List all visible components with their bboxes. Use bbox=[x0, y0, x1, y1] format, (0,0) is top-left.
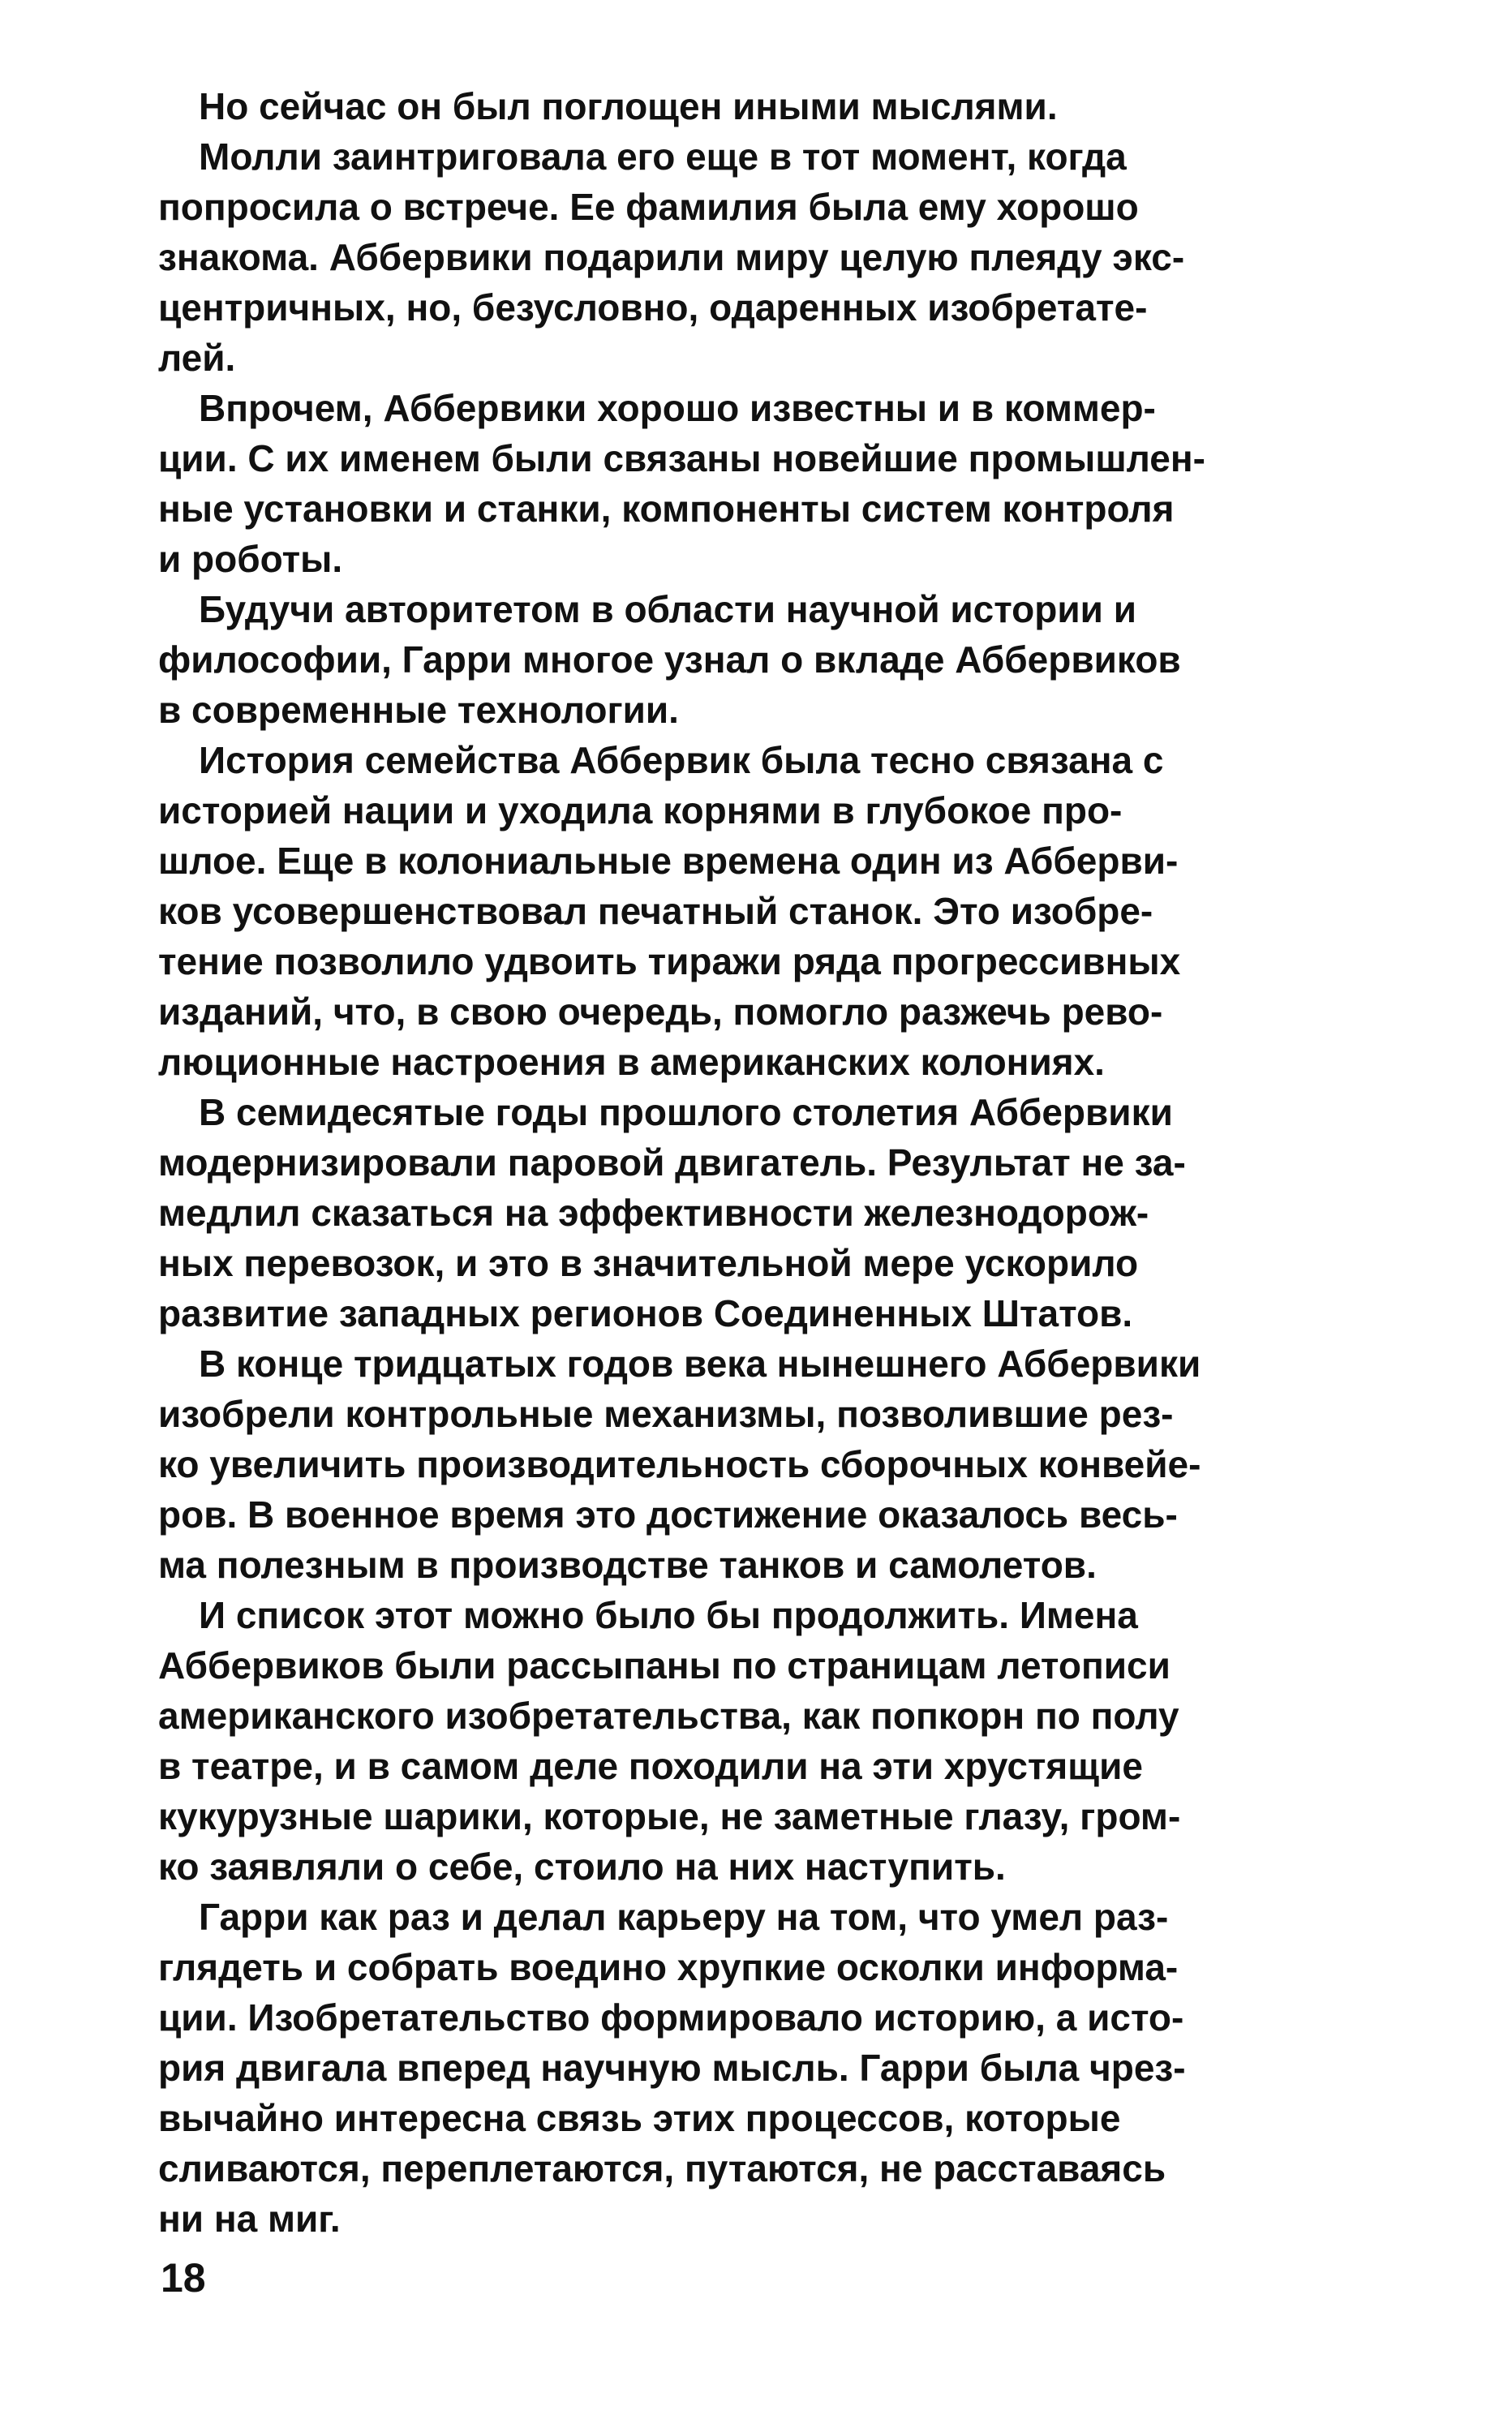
page-body bbox=[158, 81, 1395, 2244]
paragraph: Молли заинтриговала его еще в тот момент, когда попросила о встрече. Ее фамилия была ему хорошо знакома. Аббервики подарили миру целую плеяду экс- центричных, но, безусловно, одаренных изобретате- лей. bbox=[158, 135, 1185, 379]
paragraph: Впрочем, Аббервики хорошо известны и в коммер- ции. С их именем были связаны новейшие промышлен- ные установки и станки, компоненты систем контроля и роботы. bbox=[158, 387, 1205, 580]
paragraph: Будучи авторитетом в области научной истории и философии, Гарри многое узнал о вкладе Аббервиков в современные технологии. bbox=[158, 588, 1181, 731]
paragraph: Но сейчас он был поглощен иными мыслями. bbox=[199, 85, 1058, 127]
paragraph: Гарри как раз и делал карьеру на том, что умел раз- глядеть и собрать воедино хрупкие осколки информа- ции. Изобретательство формировало историю, а исто- рия двигала вперед научную мысль. Гарри была чрез- вычайно интересна связь этих процессов, которые сливаются, переплетаются, путаются, не расставаясь ни на миг. bbox=[158, 1896, 1186, 2240]
paragraph: История семейства Аббервик была тесно связана с историей нации и уходила корнями в глубокое про- шлое. Еще в колониальные времена один из Абберви- ков усовершенствовал печатный станок. Это изобре- тение позволило удвоить тиражи ряда прогрессивных изданий, что, в свою очередь, помогло разжечь рево- люционные настроения в американских колониях. bbox=[158, 739, 1181, 1083]
paragraph: В конце тридцатых годов века нынешнего Аббервики изобрели контрольные механизмы, позволившие рез- ко увеличить производительность сборочных конвейе- ров. В военное время это достижение оказалось весь- ма полезным в производстве танков и самолетов. bbox=[158, 1343, 1201, 1586]
paragraph: В семидесятые годы прошлого столетия Аббервики модернизировали паровой двигатель. Результат не за- медлил сказаться на эффективности железнодорож- ных перевозок, и это в значительной мере ускорило развитие западных регионов Соединенных Штатов. bbox=[158, 1091, 1186, 1334]
paragraph: И список этот можно было бы продолжить. Имена Аббервиков были рассыпаны по страницам летописи американского изобретательства, как попкорн по полу в театре, и в самом деле походили на эти хрустящие кукурузные шарики, которые, не заметные глазу, гром- ко заявляли о себе, стоило на них наступить. bbox=[158, 1594, 1181, 1888]
page-number: 18 bbox=[161, 2255, 206, 2301]
